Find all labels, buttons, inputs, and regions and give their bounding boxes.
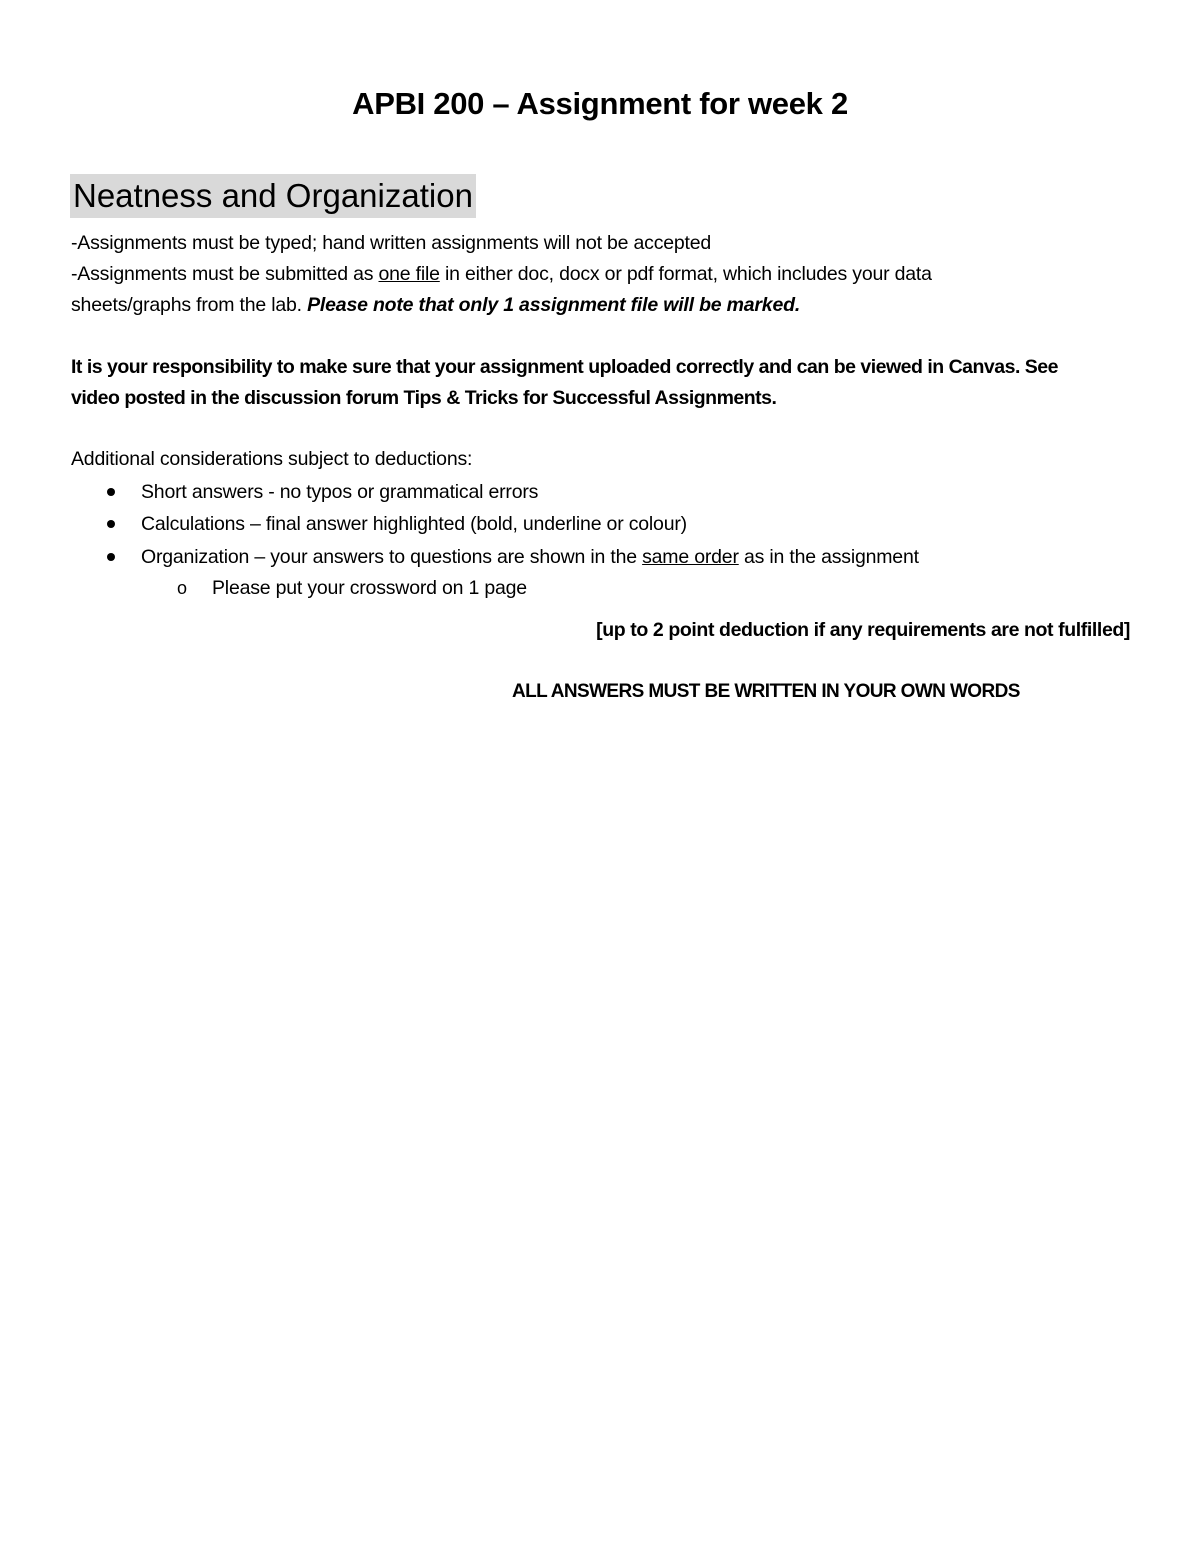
sub-bullet-icon: o (177, 578, 187, 598)
section-heading: Neatness and Organization (70, 174, 476, 218)
list-item-text: Calculations – final answer highlighted (bold, underline or colour) (141, 513, 687, 535)
document-title: APBI 200 – Assignment for week 2 (352, 86, 848, 121)
marked-file-note: Please note that only 1 assignment file will be marked. (307, 294, 801, 316)
list-item-text: Short answers - no typos or grammatical errors (141, 481, 539, 503)
bullet-icon (107, 520, 115, 528)
list-item-text-post: as in the assignment (738, 546, 919, 568)
rule-data-sheets-pre: sheets/graphs from the lab. (71, 294, 308, 316)
rule-one-file (71, 259, 1141, 290)
considerations-intro-text: Additional considerations subject to deductions: (71, 448, 473, 470)
one-file-underlined: one file (378, 263, 440, 285)
rule-one-file-pre: -Assignments must be submitted as (71, 263, 379, 285)
considerations-intro (71, 444, 1141, 475)
rule-data-sheets (71, 290, 1141, 321)
sub-list-item-text: Please put your crossword on 1 page (212, 577, 527, 599)
rule-one-file-post: in either doc, docx or pdf format, which includes your data (439, 263, 932, 285)
own-words-note: ALL ANSWERS MUST BE WRITTEN IN YOUR OWN WORDS (512, 681, 1020, 702)
bullet-icon (107, 488, 115, 496)
responsibility-line-2: video posted in the discussion forum Tips & Tricks for Successful Assignments. (71, 387, 777, 409)
same-order-underlined: same order (642, 546, 739, 568)
list-item-text (141, 541, 919, 573)
rules-paragraph (71, 228, 1141, 321)
deduction-note: [up to 2 point deduction if any requirements are not fulfilled] (596, 619, 1130, 641)
responsibility-paragraph (71, 352, 1141, 414)
rule-typed: -Assignments must be typed; hand written assignments will not be accepted (71, 232, 712, 254)
bullet-icon (107, 553, 115, 561)
responsibility-line-1: It is your responsibility to make sure that your assignment uploaded correctly and can be viewed in Canvas. See (71, 356, 1058, 378)
list-item-text-pre: Organization – your answers to questions are shown in the (141, 546, 643, 568)
